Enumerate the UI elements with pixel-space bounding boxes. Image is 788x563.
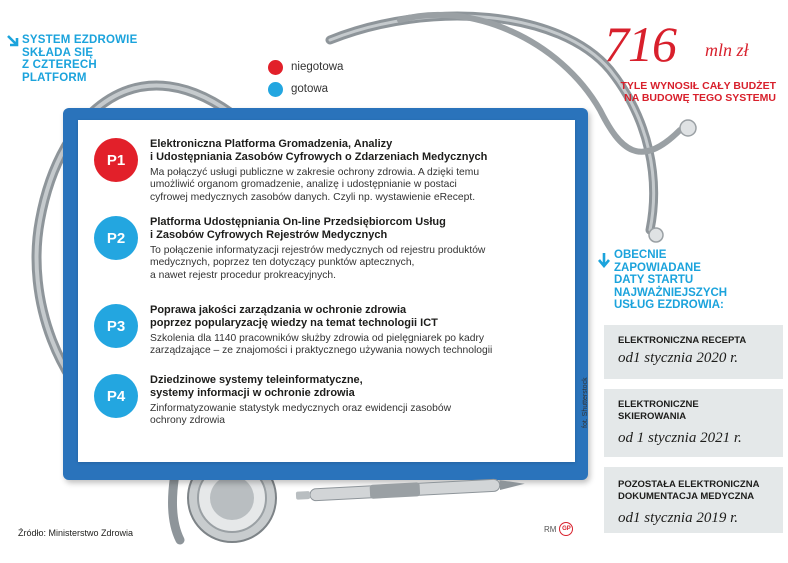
platform-title-line: systemy informacji w ochronie zdrowia [150,386,355,399]
schedule-card-date: od 1 stycznia 2021 r. [618,430,742,446]
arrow-down-icon [597,252,611,268]
schedule-card-date: od1 stycznia 2019 r. [618,510,738,526]
platform-title-line: Dziedzinowe systemy teleinformatyczne, [150,374,363,386]
platform-description [150,245,570,282]
infographic-title [22,34,172,84]
platform-title-line: i Udostępniania Zasobów Cyfrowych o Zdarzeniach Medycznych [150,150,488,163]
red-dot-icon [268,60,283,75]
schedule-card-skierowania [604,389,783,457]
status-legend [268,56,343,100]
platform-desc-line: cyfrowej medycznych zasobów danych. Czyli np. wystawienie eRecept. [150,191,476,203]
platform-title [150,304,570,329]
source-note: Źródło: Ministerstwo Zdrowia [18,528,134,538]
budget-unit: mln zł [705,40,749,60]
schedule-card-label-line: POZOSTAŁA ELEKTRONICZNA [618,479,760,490]
schedule-heading-line: NAJWAŻNIEJSZYCH [614,286,728,299]
photo-credit: fot. Shutterstock [582,377,589,428]
schedule-heading-line: USŁUG EZDROWIA: [614,299,724,312]
platform-title [150,138,570,163]
schedule-card-label-line: DOKUMENTACJA MEDYCZNA [618,490,755,502]
arrow-down-right-icon [6,34,20,48]
author-credit [544,522,573,536]
schedule-card-dokumentacja [604,467,783,533]
budget-caption [576,80,776,104]
platform-desc-line: umożliwić organom gromadzenie, analizę i udostępnianie w postaci [150,179,457,191]
platform-desc-line: a nawet rejestr procedur prokreacyjnych. [150,269,337,281]
schedule-heading-line: OBECNIE [614,249,667,261]
platform-badge: P2 [94,216,138,260]
title-line: SKŁADA SIĘ [22,46,94,59]
schedule-card-label [618,399,783,422]
platform-desc-line: Zinformatyzowanie statystyk medycznych oraz ewidencji zasobów [150,403,452,415]
platform-title [150,216,570,241]
platform-badge: P3 [94,304,138,348]
platform-title-line: Poprawa jakości zarządzania w ochronie zdrowia [150,304,407,316]
platform-description [150,333,570,358]
schedule-heading [614,249,774,312]
platform-title-line: Platforma Udostępniania On-line Przedsiębiorcom Usług [150,216,446,228]
gp-logo-icon: GP [559,522,573,536]
schedule-card-erecepta [604,325,783,379]
platform-description [150,167,570,204]
platform-description [150,403,570,428]
schedule-card-label-line: ELEKTRONICZNA RECEPTA [618,335,747,346]
platform-desc-line: Szkolenia dla 1140 pracowników służby zdrowia od pielęgniarek po kadry [150,333,485,345]
schedule-heading-line: DATY STARTU [614,274,694,287]
blue-dot-icon [268,82,283,97]
schedule-card-date: od1 stycznia 2020 r. [618,349,738,366]
platform-desc-line: zarządzające – ze znajomości i praktycznego używania nowych technologii [150,345,493,357]
title-line: SYSTEM EZDROWIE [22,34,138,46]
schedule-card-label-line: ELEKTRONICZNE [618,399,699,410]
platform-badge: P4 [94,374,138,418]
platform-desc-line: ochrony zdrowia [150,415,225,427]
legend-label: gotowa [291,83,329,95]
legend-item-gotowa [268,78,343,100]
platform-title [150,374,570,399]
schedule-card-label-line: SKIEROWANIA [618,410,687,422]
platform-desc-line: To połączenie informatyzacji rejestrów medycznych od rejestru produktów [150,245,486,257]
platform-desc-line: Ma połączyć usługi publiczne w zakresie ochrony zdrowia. A dzięki temu [150,167,480,179]
schedule-card-label [618,479,783,502]
platform-title-line: poprzez popularyzację wiedzy na temat technologii ICT [150,316,438,329]
author-initials: RM [544,524,557,534]
platform-title-line: i Zasobów Cyfrowych Rejestrów Medycznych [150,228,388,241]
budget-value: 716 [604,16,676,72]
platform-badge: P1 [94,138,138,182]
budget-caption-line: TYLE WYNOSIŁ CAŁY BUDŻET [620,80,776,92]
schedule-card-label [618,335,783,347]
legend-item-niegotowa [268,56,343,78]
legend-label: niegotowa [291,61,344,73]
platform-desc-line: medycznych, poprzez ten dotyczący punktów aptecznych, [150,257,415,269]
title-line: Z CZTERECH [22,59,97,72]
schedule-heading-line: ZAPOWIADANE [614,261,701,274]
budget-caption-line: NA BUDOWĘ TEGO SYSTEMU [624,92,776,104]
platform-title-line: Elektroniczna Platforma Gromadzenia, Analizy [150,138,393,150]
title-line: PLATFORM [22,71,87,84]
